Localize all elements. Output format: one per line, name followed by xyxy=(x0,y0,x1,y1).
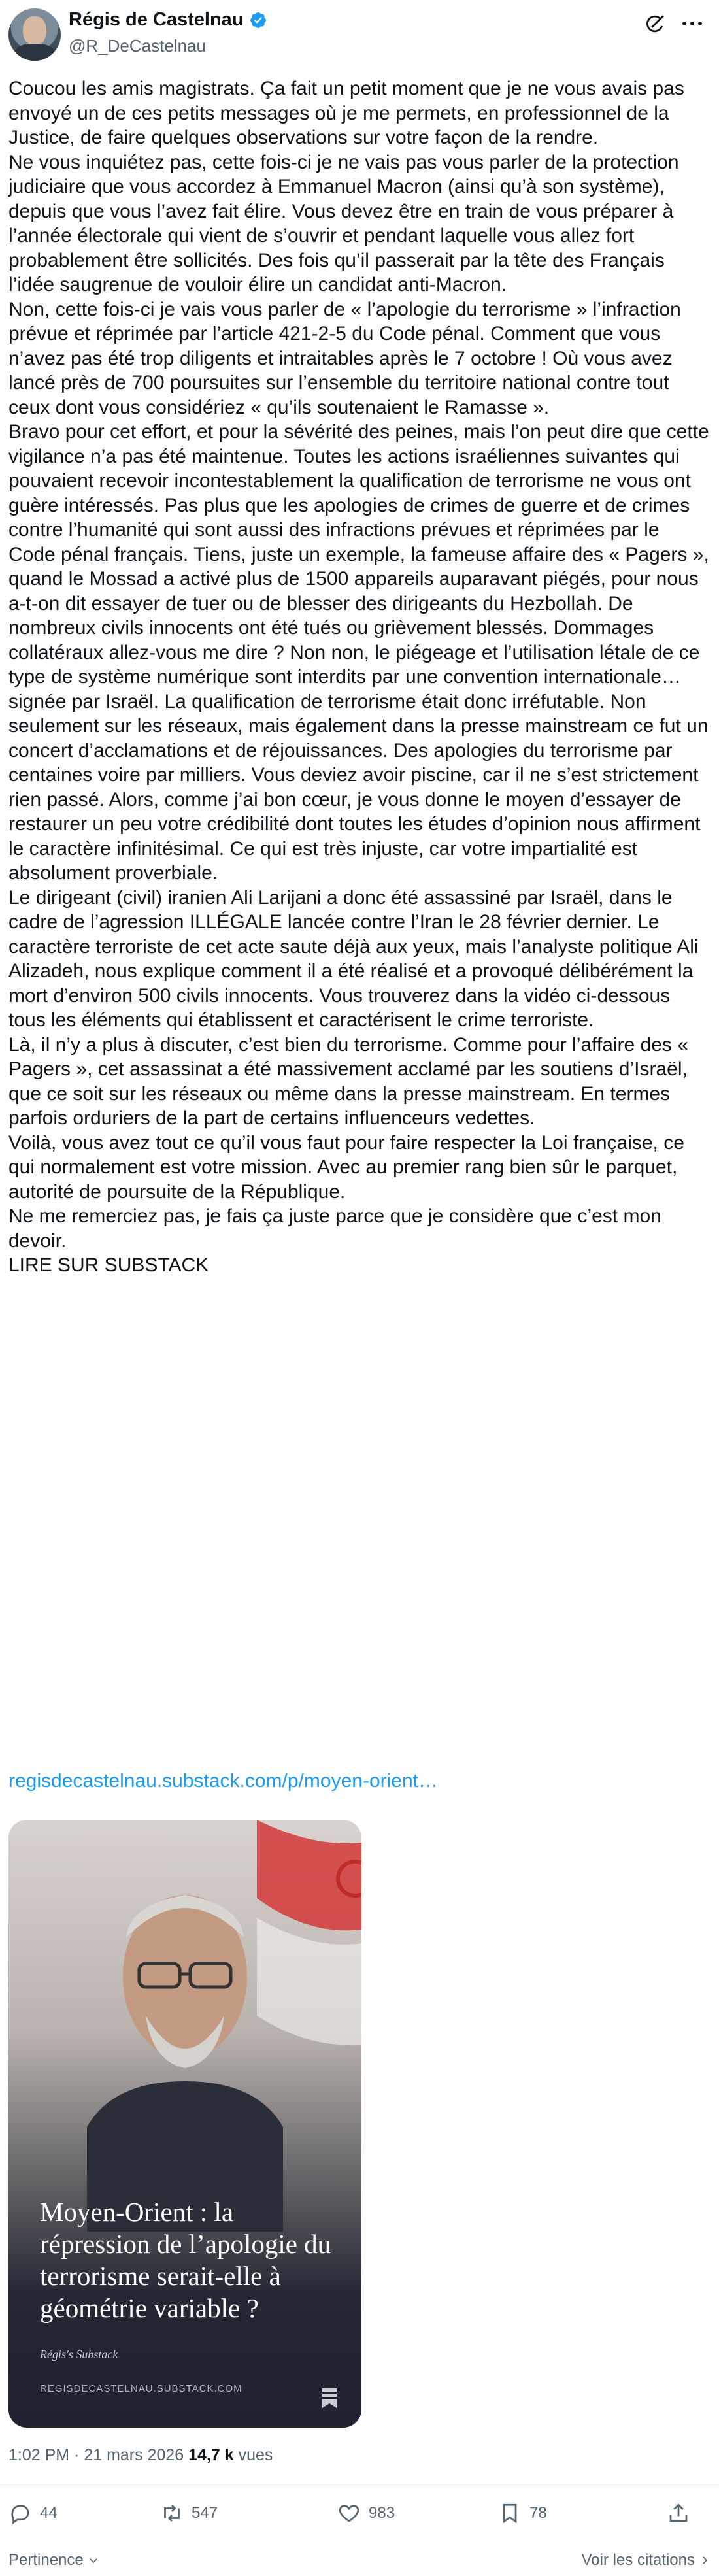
post-paragraph: Là, il n’y a plus à discuter, c’est bien du terrorisme. Comme pour l’affaire des « Pagers », cet assassinat a été massivement acclamé par les soutiens d’Israël, que ce soit sur les réseaux ou même dans la presse mainstream. En termes parfois orduriers de la part de certains influenceurs vedettes. xyxy=(8,1033,688,1129)
avatar[interactable] xyxy=(8,8,61,61)
post-header xyxy=(0,0,719,65)
verified-badge-icon xyxy=(249,11,267,29)
link-preview-card[interactable] xyxy=(8,1820,361,2428)
grok-icon[interactable] xyxy=(644,13,666,35)
heart-icon xyxy=(337,2501,361,2525)
repost-icon xyxy=(160,2501,184,2525)
meta-separator: · xyxy=(69,2446,84,2464)
share-button[interactable] xyxy=(667,2494,690,2533)
like-count: 983 xyxy=(369,2504,395,2522)
view-quotes-link[interactable] xyxy=(582,2551,711,2569)
chevron-right-icon xyxy=(699,2554,711,2566)
card-publication: Régis's Substack xyxy=(40,2348,118,2361)
views-count: 14,7 k xyxy=(188,2446,234,2464)
sort-label: Pertinence xyxy=(8,2551,84,2569)
bookmark-count: 78 xyxy=(529,2504,547,2522)
share-icon xyxy=(667,2501,690,2525)
post-paragraph: Coucou les amis magistrats. Ça fait un petit moment que je ne vous avais pas envoyé un de ces petits messages où je me permets, en professionnel de la Justice, de faire quelques observations sur votre façon de la rendre. xyxy=(8,78,684,148)
card-title: Moyen-Orient : la répression de l’apologie du terrorisme serait-elle à géométrie variable ? xyxy=(40,2197,331,2323)
post-paragraph: Ne vous inquiétez pas, cette fois-ci je ne vais pas vous parler de la protection judiciaire que vous accordez à Emmanuel Macron (ainsi qu’à son système), depuis que vous l’avez fait élire. Vous devez être en train de vous préparer à l’année électorale qui vient de s’ouvrir et pendant laquelle vous allez fort probablement être sollicités. Des fois qu’il passerait par la tête des Français l’idée saugrenue de vouloir élire un candidat anti-Macron. xyxy=(8,151,679,295)
author-display-name[interactable]: Régis de Castelnau xyxy=(69,9,244,30)
bookmark-icon xyxy=(321,2387,338,2409)
action-bar xyxy=(0,2494,719,2533)
post-paragraph: Ne me remerciez pas, je fais ça juste parce que je considère que c’est mon devoir. xyxy=(8,1205,661,1252)
repost-button[interactable] xyxy=(160,2494,218,2533)
more-options-icon[interactable] xyxy=(678,12,707,35)
post-paragraph: Le dirigeant (civil) iranien Ali Larijani a donc été assassiné par Israël, dans le cadre de l’agression ILLÉGALE lancée contre l’Iran le 28 février dernier. Le caractère terroriste de cet acte saute déjà aux yeux, mais l’analyste politique Ali Alizadeh, nous explique comment il a été réalisé et a provoqué délibérément la mort d’environ 500 civils innocents. Vous trouverez dans la vidéo ci-dessous tous les éléments qui établissent et caractérisent le crime terroriste. xyxy=(8,886,699,1031)
divider xyxy=(0,2484,719,2485)
post-time[interactable]: 1:02 PM xyxy=(8,2446,70,2464)
chevron-down-icon xyxy=(88,2554,99,2566)
post-paragraph: Bravo pour cet effort, et pour la sévérité des peines, mais l’on peut dire que cette vigilance n’a pas été maintenue. Toutes les actions israéliennes suivantes qui pouvaient recevoir incontestablement la qualification de terrorisme ne vous ont guère intéressés. Pas plus que les apologies de crimes de guerre et de crimes contre l’humanité qui sont aussi des infractions prévues et réprimées par le Code pénal français. Tiens, juste un exemple, la fameuse affaire des « Pagers », quand le Mossad a activé plus de 1500 appareils auparavant piégés, pour nous a-t-on dit essayer de tuer ou de blesser des dirigeants du Hezbollah. De nombreux civils innocents ont été tués ou grièvement blessés. Dommages collatéraux allez-vous me dire ? Non non, le piégeage et l’utilisation létale de ce type de système numérique sont interdits par une convention internationale… signée par Israël. La qualification de terrorisme était donc irréfutable. Non seulement sur les réseaux, mais également dans la presse mainstream ce fut un concert d’acclamations et de réjouissances. Des apologies du terrorisme par centaines voire par milliers. Vous deviez avoir piscine, car il ne s’est strictement rien passé. Alors, comme j’ai bon cœur, je vous donne le moyen d’essayer de restaurer un peu votre crédibilité dont toutes les études d’opinion nous affirment le caractère infinitésimal. Ce qui est très injuste, car votre impartialité est absolument proverbiale. xyxy=(8,421,709,884)
quotes-label: Voir les citations xyxy=(581,2551,695,2569)
post-paragraph: Voilà, vous avez tout ce qu’il vous faut pour faire respecter la Loi française, ce qui normalement est votre mission. Avec au premier rang bien sûr le parquet, autorité de poursuite de la République. xyxy=(8,1131,684,1203)
post-paragraph: LIRE SUR SUBSTACK xyxy=(8,1254,209,1276)
card-domain: REGISDECASTELNAU.SUBSTACK.COM xyxy=(40,2383,242,2394)
reply-icon xyxy=(8,2501,32,2525)
sort-dropdown[interactable] xyxy=(8,2551,99,2569)
post-paragraph: Non, cette fois-ci je vais vous parler de « l’apologie du terrorisme » l’infraction prévue et réprimée par l’article 421-2-5 du Code pénal. Comment que vous n’avez pas été trop diligents et intraitables après le 7 octobre ! Où vous avez lancé près de 700 poursuites sur l’ensemble du territoire national contre tout ceux dont vous considériez « qu’ils soutenaient le Ramasse ». xyxy=(8,298,681,418)
bookmark-icon xyxy=(498,2501,522,2525)
like-button[interactable] xyxy=(337,2494,395,2533)
post-text xyxy=(8,76,711,1278)
post-date[interactable]: 21 mars 2026 xyxy=(84,2446,184,2464)
views-label: vues xyxy=(238,2446,273,2464)
author-handle[interactable]: @R_DeCastelnau xyxy=(69,36,206,56)
bookmark-button[interactable] xyxy=(498,2494,547,2533)
repost-count: 547 xyxy=(192,2504,218,2522)
substack-link[interactable]: regisdecastelnau.substack.com/p/moyen-orient… xyxy=(8,1770,438,1792)
portrait-illustration xyxy=(87,1865,283,2232)
author-name-row xyxy=(69,9,267,31)
reply-button[interactable] xyxy=(8,2494,58,2533)
reply-count: 44 xyxy=(40,2504,58,2522)
post-meta xyxy=(8,2446,273,2465)
